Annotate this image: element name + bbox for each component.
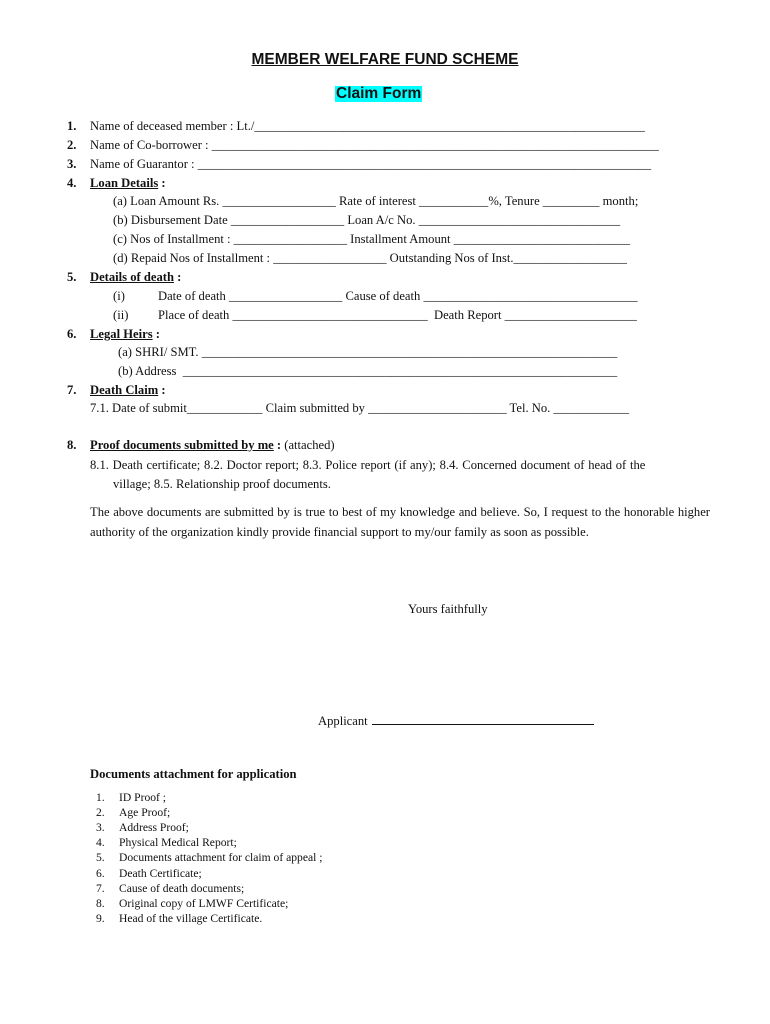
attachment-item-number: 5. [96,851,105,865]
attachment-item-number: 8. [96,896,105,910]
death-details-heading [90,271,181,284]
legal-heirs-label: Legal Heirs [90,327,153,341]
attachment-item: Physical Medical Report; [119,836,237,850]
proof-documents-line-2: village; 8.5. Relationship proof documents. [113,477,331,491]
attachment-item-number: 3. [96,821,105,835]
attachment-item-number: 9. [96,911,105,925]
field-3-number: 3. [67,157,77,171]
field-heir-address[interactable]: (b) Address _____________________________________________________________________ [118,364,618,378]
signature-line[interactable] [372,714,594,725]
attachments-heading: Documents attachment for application [90,767,297,781]
attachment-item: Cause of death documents; [119,881,245,895]
field-6-number: 6. [67,327,77,341]
declaration-text: The above documents are submitted by is true to best of my knowledge and believe. So, I request to the honorable higher authority of the organization kindly provide financial support to my/our family as soon as possible. [90,505,710,539]
attachment-item-number: 1. [96,791,105,804]
field-loan-amount[interactable]: (a) Loan Amount Rs. __________________ Rate of interest ___________%, Tenure _________ month; [113,194,639,208]
field-deceased-member[interactable]: Name of deceased member : Lt./______________________________________________________________ [90,119,645,133]
attachment-item: Head of the village Certificate. [119,911,263,925]
attachment-item: Age Proof; [119,806,171,820]
attachment-item: Death Certificate; [119,866,202,880]
field-8-number: 8. [67,438,77,452]
death-details-colon: : [173,270,182,284]
attachment-item: Documents attachment for claim of appeal ; [119,851,323,865]
field-date-of-death[interactable]: Date of death __________________ Cause of death __________________________________ [158,289,638,303]
death-item-i-number: (i) [113,289,125,303]
attachment-item: Original copy of LMWF Certificate; [119,896,289,910]
legal-heirs-heading [90,328,160,341]
attachment-item-number: 6. [96,866,105,880]
field-7-number: 7. [67,383,77,397]
field-installments[interactable]: (c) Nos of Installment : __________________ Installment Amount ____________________________ [113,232,631,246]
field-disbursement-date[interactable]: (b) Disbursement Date __________________ Loan A/c No. ________________________________ [113,213,621,227]
proof-documents-attached: (attached) [281,438,335,452]
proof-documents-heading [90,439,335,452]
field-claim-submission[interactable]: 7.1. Date of submit____________ Claim submitted by ______________________ Tel. No. ____________ [90,401,629,415]
form-title: MEMBER WELFARE FUND SCHEME [251,51,519,68]
death-claim-heading [90,384,166,397]
attachment-item: Address Proof; [119,821,189,835]
field-5-number: 5. [67,270,77,284]
field-co-borrower[interactable]: Name of Co-borrower : _______________________________________________________________________ [90,138,659,152]
field-1-number: 1. [67,119,77,133]
field-4-number: 4. [67,176,77,190]
attachment-item-number: 2. [96,806,105,820]
loan-details-label: Loan Details [90,176,159,190]
attachment-item-number: 7. [96,881,105,895]
proof-documents-label: Proof documents submitted by me [90,438,274,452]
death-claim-colon: : [158,383,166,397]
field-guarantor[interactable]: Name of Guarantor : ________________________________________________________________________ [90,157,652,171]
death-claim-label: Death Claim [90,383,159,397]
legal-heirs-colon: : [152,327,160,341]
attachment-item: ID Proof ; [119,791,167,804]
attachment-item-number: 4. [96,836,105,850]
field-heir-name[interactable]: (a) SHRI/ SMT. __________________________________________________________________ [118,345,618,359]
death-details-label: Details of death [90,270,174,284]
field-repaid-installments[interactable]: (d) Repaid Nos of Installment : __________________ Outstanding Nos of Inst.__________________ [113,251,627,265]
field-place-of-death[interactable]: Place of death _______________________________ Death Report _____________________ [158,308,637,322]
death-item-ii-number: (ii) [113,308,129,322]
loan-details-colon: : [158,176,166,190]
applicant-label: Applicant [318,714,368,728]
field-2-number: 2. [67,138,77,152]
proof-documents-colon: : [273,438,282,452]
closing-text: Yours faithfully [408,602,488,616]
applicant-signature[interactable] [318,714,594,728]
proof-documents-line-1: 8.1. Death certificate; 8.2. Doctor report; 8.3. Police report (if any); 8.4. Concerned document of head of the [90,458,646,472]
loan-details-heading [90,177,166,190]
form-subtitle: Claim Form [336,85,422,102]
